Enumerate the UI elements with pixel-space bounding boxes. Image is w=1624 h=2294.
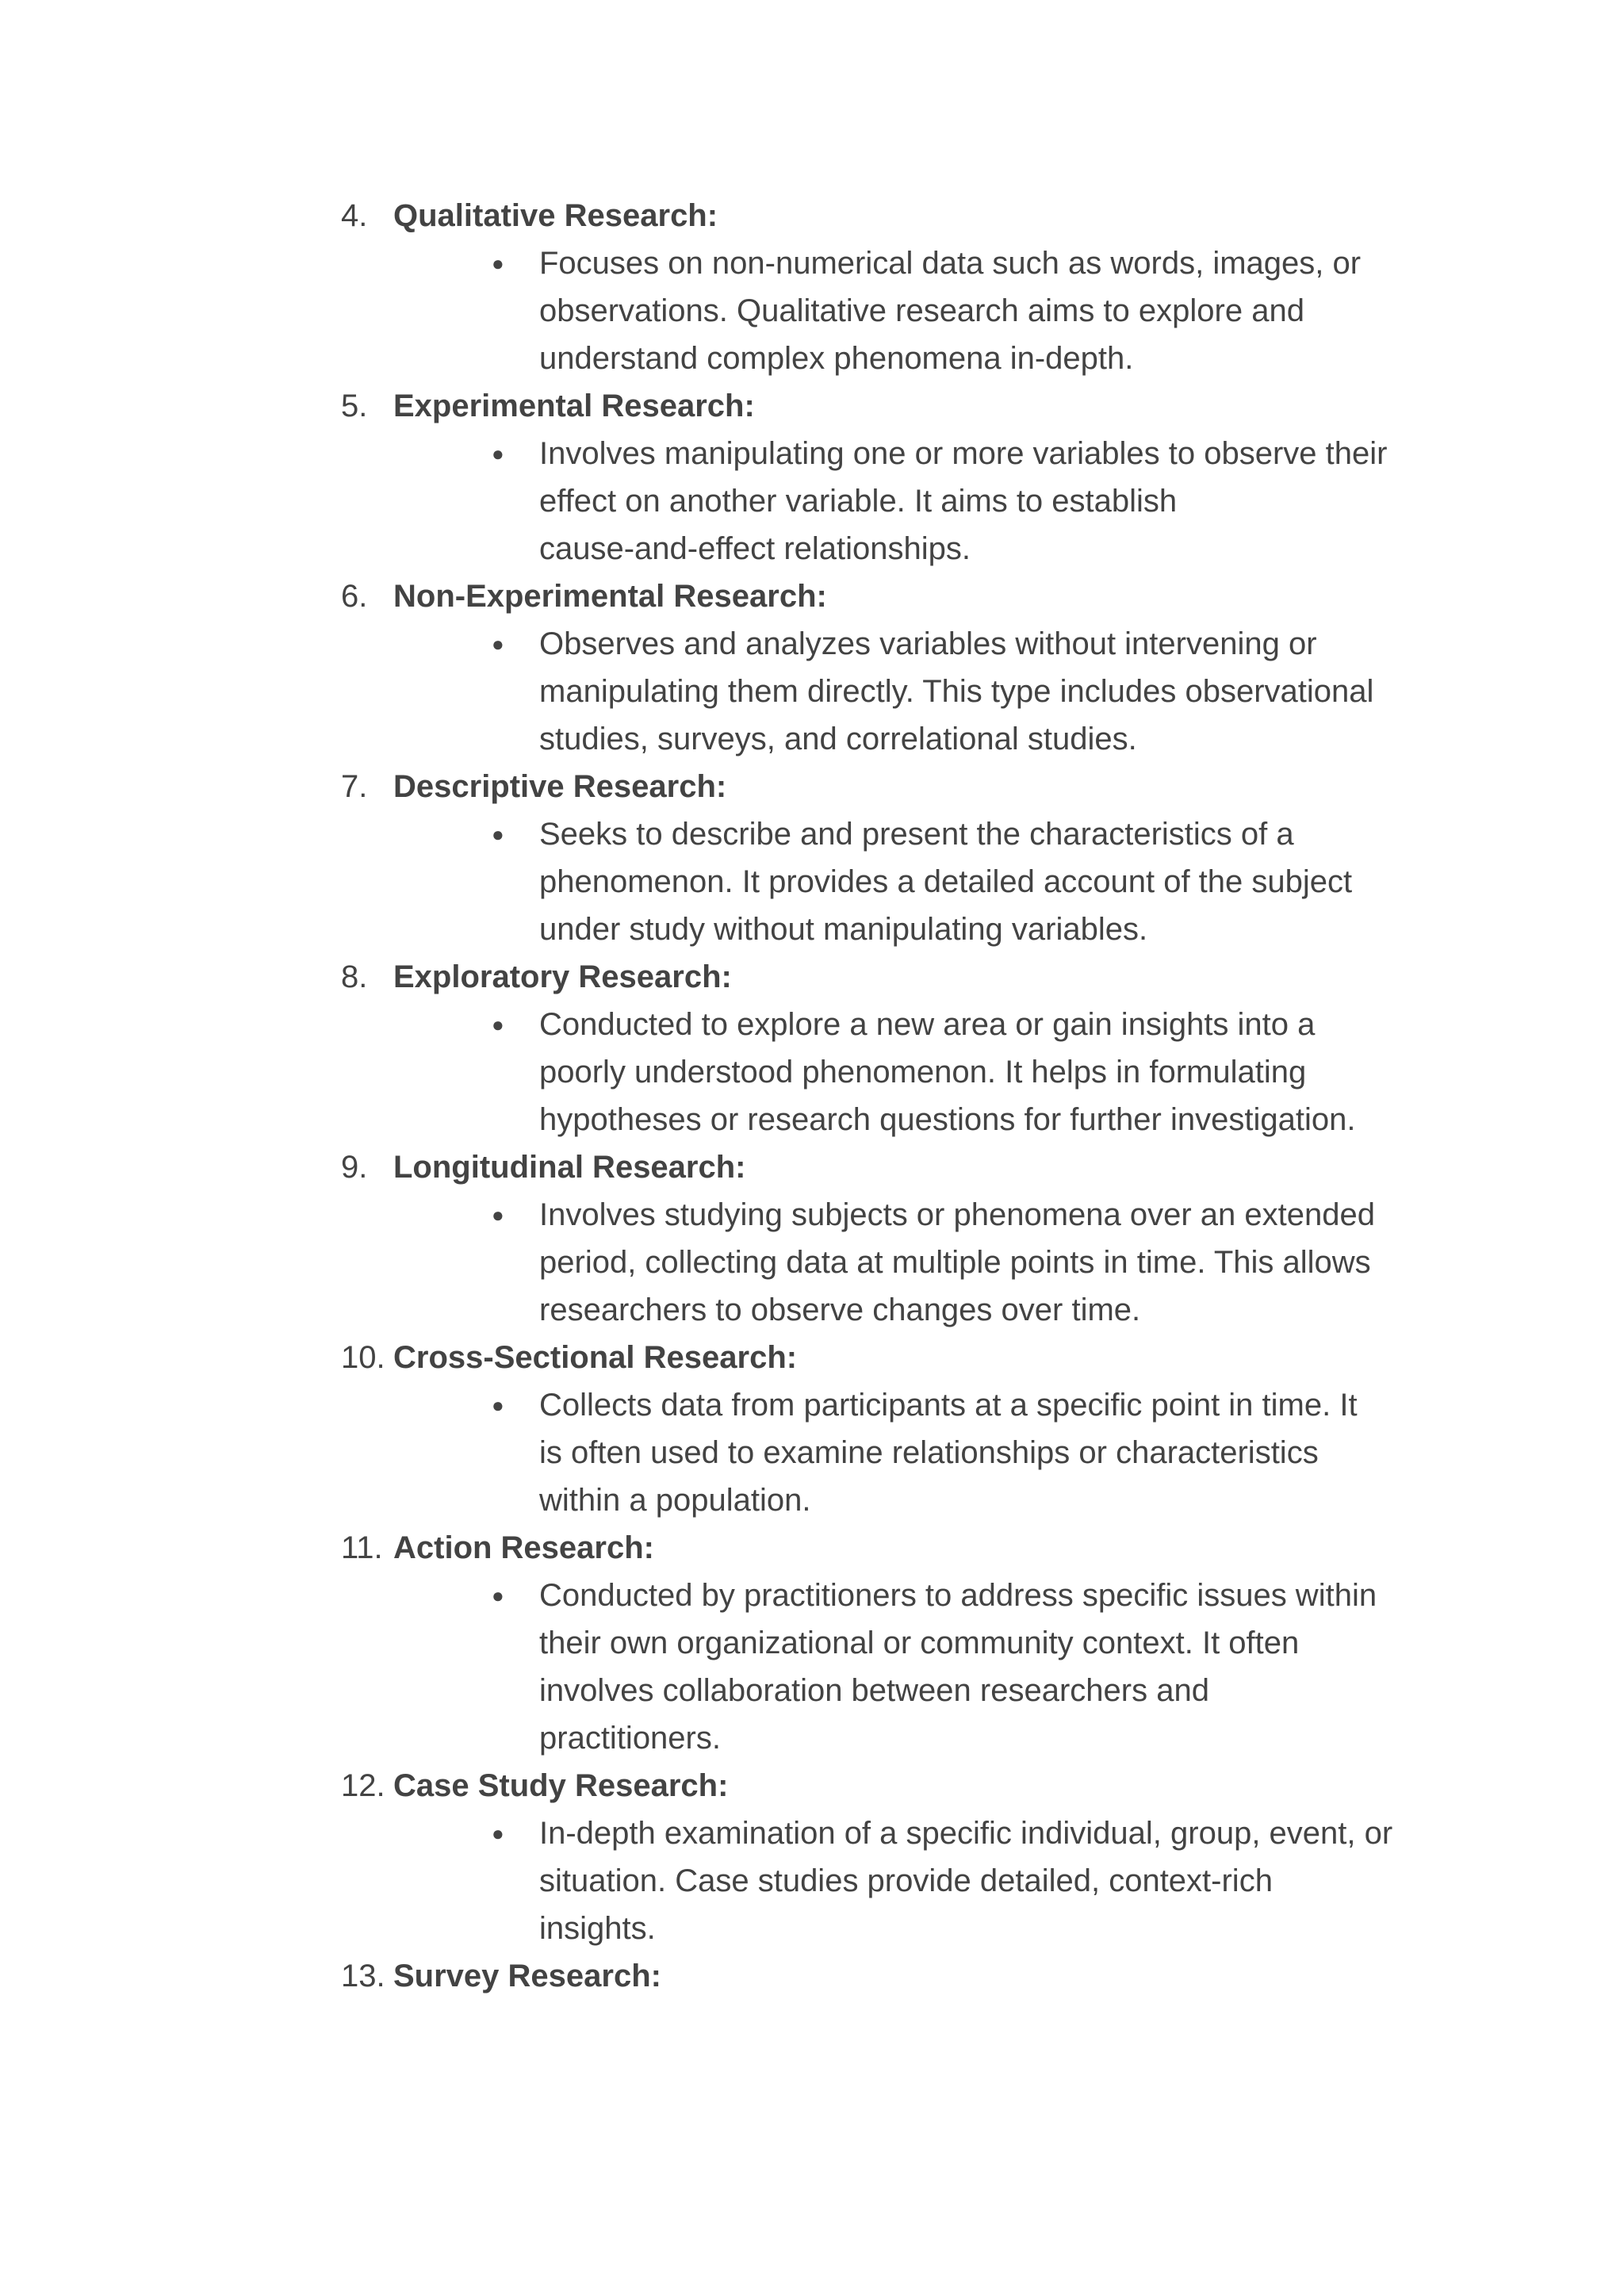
list-item-number: 11. xyxy=(341,1530,383,1565)
list-item-title: Exploratory Research: xyxy=(393,959,732,994)
bullet-text-line: period, collecting data at multiple points in time. This allows xyxy=(539,1245,1371,1280)
bullet-text-line: cause-and-effect relationships. xyxy=(539,531,971,566)
list-item-heading xyxy=(341,1524,1435,1572)
list-item-title: Survey Research: xyxy=(393,1959,661,1993)
bullet-text-line: involves collaboration between researchers and xyxy=(539,1673,1209,1708)
bullet-text-line: phenomenon. It provides a detailed account of the subject xyxy=(539,864,1353,899)
list-item xyxy=(341,1334,1435,1524)
bullet-dot-icon: ● xyxy=(492,1393,504,1417)
bullet-text-line: observations. Qualitative research aims to explore and xyxy=(539,293,1304,328)
bullet-list xyxy=(341,1810,1435,1952)
bullet-dot-icon: ● xyxy=(492,442,504,465)
list-item-title: Qualitative Research: xyxy=(393,198,718,233)
bullet-list xyxy=(341,620,1435,763)
list-item-number: 8. xyxy=(341,959,368,994)
bullet-item xyxy=(341,810,1435,953)
bullet-text-line: practitioners. xyxy=(539,1721,721,1756)
bullet-text-line: under study without manipulating variables. xyxy=(539,912,1148,947)
list-item xyxy=(341,1143,1435,1334)
list-item-title: Experimental Research: xyxy=(393,389,755,423)
bullet-text-line: is often used to examine relationships or characteristics xyxy=(539,1435,1319,1470)
bullet-text-line: understand complex phenomena in-depth. xyxy=(539,341,1134,376)
bullet-list xyxy=(341,1001,1435,1143)
list-item-heading xyxy=(341,1952,1435,2000)
bullet-list xyxy=(341,239,1435,382)
bullet-text-line: Observes and analyzes variables without intervening or xyxy=(539,626,1317,661)
list-item-heading xyxy=(341,573,1435,620)
bullet-text-line: studies, surveys, and correlational studies. xyxy=(539,722,1137,756)
bullet-text-line: hypotheses or research questions for further investigation. xyxy=(539,1102,1356,1137)
bullet-dot-icon: ● xyxy=(492,1013,504,1036)
bullet-text-line: Involves manipulating one or more variables to observe their xyxy=(539,436,1388,471)
bullet-list xyxy=(341,430,1435,573)
bullet-item xyxy=(341,1001,1435,1143)
bullet-list xyxy=(341,1572,1435,1762)
bullet-list xyxy=(341,1381,1435,1524)
bullet-text-line: their own organizational or community context. It often xyxy=(539,1626,1300,1660)
bullet-list xyxy=(341,1191,1435,1334)
list-item-title: Cross-Sectional Research: xyxy=(393,1340,798,1375)
list-item-heading xyxy=(341,382,1435,430)
list-item xyxy=(341,192,1435,382)
bullet-dot-icon: ● xyxy=(492,1203,504,1227)
bullet-item xyxy=(341,430,1435,573)
list-item-heading xyxy=(341,1334,1435,1381)
list-item xyxy=(341,1952,1435,2000)
bullet-dot-icon: ● xyxy=(492,632,504,656)
bullet-text-line: In-depth examination of a specific individual, group, event, or xyxy=(539,1816,1393,1851)
bullet-list xyxy=(341,810,1435,953)
bullet-text-line: insights. xyxy=(539,1911,656,1946)
bullet-text xyxy=(539,1191,1624,1334)
bullet-text-line: Conducted by practitioners to address specific issues within xyxy=(539,1578,1377,1613)
bullet-text xyxy=(539,620,1624,763)
list-item-number: 7. xyxy=(341,769,368,804)
bullet-item xyxy=(341,239,1435,382)
bullet-text-line: Seeks to describe and present the characteristics of a xyxy=(539,817,1294,852)
list-item xyxy=(341,953,1435,1143)
list-item-title: Case Study Research: xyxy=(393,1768,729,1803)
list-item-number: 4. xyxy=(341,198,368,233)
list-item-number: 12. xyxy=(341,1768,385,1803)
bullet-text-line: Collects data from participants at a specific point in time. It xyxy=(539,1388,1358,1423)
bullet-item xyxy=(341,620,1435,763)
list-item-number: 13. xyxy=(341,1959,385,1993)
bullet-text xyxy=(539,1572,1624,1762)
bullet-text-line: Involves studying subjects or phenomena over an extended xyxy=(539,1197,1376,1232)
list-item-title: Descriptive Research: xyxy=(393,769,727,804)
bullet-dot-icon: ● xyxy=(492,1821,504,1845)
bullet-text-line: effect on another variable. It aims to establish xyxy=(539,484,1178,519)
bullet-item xyxy=(341,1191,1435,1334)
list-item-heading xyxy=(341,763,1435,810)
bullet-text xyxy=(539,1001,1624,1143)
bullet-dot-icon: ● xyxy=(492,1584,504,1607)
list-item xyxy=(341,382,1435,573)
list-item xyxy=(341,1524,1435,1762)
list-item-number: 6. xyxy=(341,579,368,614)
list-item-title: Non-Experimental Research: xyxy=(393,579,827,614)
research-types-list xyxy=(341,192,1435,2000)
bullet-dot-icon: ● xyxy=(492,251,504,275)
bullet-item xyxy=(341,1572,1435,1762)
bullet-text-line: Focuses on non-numerical data such as words, images, or xyxy=(539,246,1362,281)
list-item xyxy=(341,763,1435,953)
bullet-text-line: manipulating them directly. This type includes observational xyxy=(539,674,1374,709)
list-item xyxy=(341,1762,1435,1952)
list-item-heading xyxy=(341,192,1435,239)
bullet-text-line: researchers to observe changes over time. xyxy=(539,1293,1141,1327)
bullet-text xyxy=(539,239,1624,382)
bullet-dot-icon: ● xyxy=(492,822,504,846)
list-item-number: 10. xyxy=(341,1340,385,1375)
bullet-text-line: within a population. xyxy=(539,1483,811,1518)
bullet-text-line: poorly understood phenomenon. It helps in formulating xyxy=(539,1055,1307,1090)
bullet-text-line: situation. Case studies provide detailed, context-rich xyxy=(539,1863,1273,1898)
list-item-heading xyxy=(341,1762,1435,1810)
list-item-title: Longitudinal Research: xyxy=(393,1150,746,1185)
list-item-title: Action Research: xyxy=(393,1530,654,1565)
list-item-heading xyxy=(341,953,1435,1001)
list-item xyxy=(341,573,1435,763)
bullet-text xyxy=(539,1381,1624,1524)
list-item-number: 5. xyxy=(341,389,368,423)
bullet-item xyxy=(341,1810,1435,1952)
bullet-text xyxy=(539,1810,1624,1952)
bullet-text xyxy=(539,810,1624,953)
list-item-number: 9. xyxy=(341,1150,368,1185)
list-item-heading xyxy=(341,1143,1435,1191)
bullet-text-line: Conducted to explore a new area or gain insights into a xyxy=(539,1007,1316,1042)
bullet-item xyxy=(341,1381,1435,1524)
bullet-text xyxy=(539,430,1624,573)
